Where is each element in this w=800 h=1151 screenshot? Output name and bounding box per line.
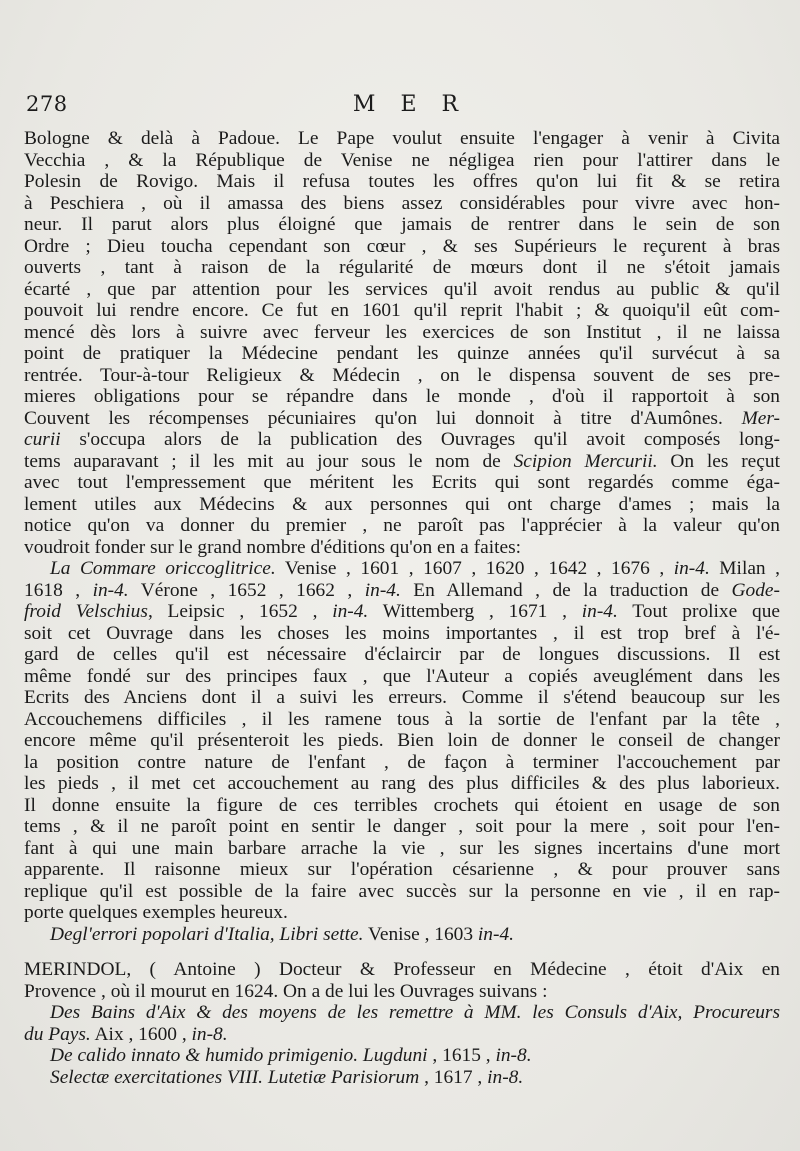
work-title: du Pays.: [24, 1023, 91, 1045]
text-line: fant à qui une main barbare arrache la vie , sur les signes incertains d'une mort: [24, 837, 780, 859]
format-label: in-4.: [477, 923, 514, 945]
text-line: avec tout l'empressement que méritent les Ecrits qui sont regardés comme éga-: [24, 472, 780, 493]
text-line: rentrée. Tour-à-tour Religieux & Médecin , on le dispensa souvent de ses pre-: [24, 364, 780, 386]
page-body: [24, 128, 780, 1088]
text-segment: Venise , 1601 , 1607 , 1620 , 1642 , 1676 ,: [275, 558, 674, 579]
text-line: lement utiles aux Médecins & aux personnes qui ont charge d'ames ; mais la: [24, 493, 780, 515]
text-segment: Couvent les récompenses pécuniaires qu'on lui donnoit à titre d'Aumônes.: [24, 407, 723, 429]
text-segment: , Leipsic , 1652 ,: [147, 601, 333, 622]
text-line: Bologne & delà à Padoue. Le Pape voulut ensuite l'engager à venir à Civita: [24, 128, 780, 149]
text-segment: , 1617 ,: [419, 1066, 488, 1088]
text-line: Ecrits des Anciens dont il a suivi les erreurs. Comme il s'étend beaucoup sur les: [24, 687, 780, 708]
text-line: mencé dès lors à suivre avec ferveur les exercices de son Institut , il ne laissa: [24, 321, 780, 343]
format-label: in-8.: [191, 1023, 228, 1045]
text-line: soit cet Ouvrage dans les choses les moins importantes , il est trop bref à l'é-: [24, 622, 780, 644]
italic-name: froid Velschius: [24, 601, 148, 622]
entry-merindol: [24, 959, 780, 1088]
text-segment: Tout prolixe que: [617, 601, 780, 622]
text-line: [24, 1067, 780, 1089]
text-segment: , 1615 ,: [427, 1045, 496, 1066]
italic-name: Mer-: [722, 407, 780, 429]
format-label: in-8.: [487, 1066, 524, 1088]
text-line: apparente. Il raisonne mieux sur l'opération césarienne , & pour prouver sans: [24, 859, 780, 880]
text-line: les pieds , il met cet accouchement au rang des plus difficiles & des plus laborieux.: [24, 773, 780, 794]
format-label: in-4.: [332, 601, 369, 622]
text-line: mieres obligations pour se répandre dans le monde , d'où il rapportoit à son: [24, 386, 780, 407]
text-line: [24, 1024, 780, 1046]
text-segment: Wittemberg , 1671 ,: [368, 601, 582, 622]
work-title: La Commare oriccoglitrice.: [50, 558, 276, 579]
text-line: Polesin de Rovigo. Mais il refusa toutes les offres qu'on lui fit & se retira: [24, 171, 780, 192]
work-title: De calido innato & humido primigenio. Lugduni: [50, 1045, 428, 1066]
text-line: à Peschiera , où il amassa des biens assez considérables pour vivre avec hon-: [24, 192, 780, 214]
page-number: 278: [26, 92, 68, 116]
text-line: [24, 429, 780, 451]
text-segment: tems auparavant ; il les mit au jour sous le nom de: [24, 450, 514, 472]
text-segment: 1618 ,: [24, 579, 93, 601]
text-line: ouverts , tant à raison de la régularité de mœurs dont il ne s'étoit jamais: [24, 257, 780, 278]
entry-main-paragraph: [24, 128, 780, 558]
text-line: pouvoit lui rendre encore. Ce fut en 1601 qu'il reprit l'habit ; & quoiqu'il eût com-: [24, 300, 780, 321]
format-label: in-4.: [92, 579, 129, 601]
text-line: même fondé sur des principes faux , que l'Auteur a copiés aveuglément dans les: [24, 665, 780, 687]
format-label: in-4.: [673, 558, 710, 579]
running-title: M E R: [352, 92, 468, 117]
text-line: neur. Il parut alors plus éloigné que jamais de rentrer dans le sein de son: [24, 214, 780, 235]
text-line: [24, 558, 780, 580]
text-line: MERINDOL, ( Antoine ) Docteur & Professeur en Médecine , étoit d'Aix en: [24, 959, 780, 980]
text-line: [24, 451, 780, 473]
text-line: replique qu'il est possible de la faire avec succès sur la personne en vie , il en rap-: [24, 880, 780, 902]
text-line: écarté , que par attention pour les services qu'il avoit rendus au public & qu'il: [24, 278, 780, 300]
text-line: la position contre nature de l'enfant , de façon à terminer l'accouchement par: [24, 751, 780, 773]
work-entry-errori: [24, 924, 780, 946]
text-line: Il donne ensuite la figure de ces terribles crochets qui étoient en usage de son: [24, 794, 780, 816]
text-line: encore même qu'il présenteroit les pieds. Bien loin de donner le conseil de changer: [24, 730, 780, 751]
text-line: porte quelques exemples heureux.: [24, 902, 288, 923]
text-line: Provence , où il mourut en 1624. On a de lui les Ouvrages suivans :: [24, 980, 548, 1002]
format-label: in-8.: [495, 1045, 532, 1066]
text-line: [24, 1045, 780, 1067]
text-segment: Vérone , 1652 , 1662 ,: [128, 579, 365, 601]
format-label: in-4.: [581, 601, 618, 622]
text-segment: On les reçut: [657, 450, 780, 472]
format-label: in-4.: [364, 579, 401, 601]
work-title: Selectæ exercitationes VIII. Lutetiæ Parisiorum: [50, 1066, 420, 1088]
text-segment: Aix , 1600 ,: [90, 1023, 192, 1045]
work-entry-commare: [24, 558, 780, 924]
text-line: gard de celles qu'il est nécessaire d'éclaircir par de longues discussions. Il est: [24, 644, 780, 665]
running-head: [26, 92, 774, 120]
text-line: Vecchia , & la République de Venise ne négligea rien pour l'attirer dans le: [24, 149, 780, 171]
text-segment: En Allemand , de la traduction de: [400, 579, 732, 601]
work-title: Degl'errori popolari d'Italia, Libri sette.: [50, 923, 364, 945]
text-line: [24, 1002, 780, 1024]
italic-name: Scipion Mercurii.: [513, 450, 658, 472]
text-line: [24, 408, 780, 430]
work-title: Des Bains d'Aix & des moyens de les remettre à MM. les Consuls d'Aix, Procureurs: [50, 1002, 780, 1023]
text-line: notice qu'on va donner du premier , ne paroît pas l'apprécier à la valeur qu'on: [24, 515, 780, 536]
text-line: [24, 601, 780, 623]
text-line: [24, 924, 780, 946]
text-line: voudroit fonder sur le grand nombre d'éditions qu'on en a faites:: [24, 536, 522, 558]
text-line: point de pratiquer la Médecine pendant les quinze années qu'il survécut à sa: [24, 343, 780, 364]
text-line: Ordre ; Dieu toucha cependant son cœur , & ses Supérieurs le reçurent à bras: [24, 235, 780, 257]
text-line: [24, 580, 780, 602]
italic-name: Gode-: [731, 579, 780, 601]
text-segment: Venise , 1603: [363, 923, 478, 945]
text-segment: s'occupa alors de la publication des Ouvrages qu'il avoit composés long-: [60, 429, 780, 450]
entry-spacer: [24, 945, 780, 959]
text-line: Accouchemens difficiles , il les ramene tous à la sortie de l'enfant par la tête ,: [24, 708, 780, 730]
italic-name: curii: [24, 429, 61, 450]
text-line: tems , & il ne paroît point en sentir le danger , soit pour la mere , soit pour l'en-: [24, 816, 780, 837]
text-segment: Milan ,: [709, 558, 780, 579]
